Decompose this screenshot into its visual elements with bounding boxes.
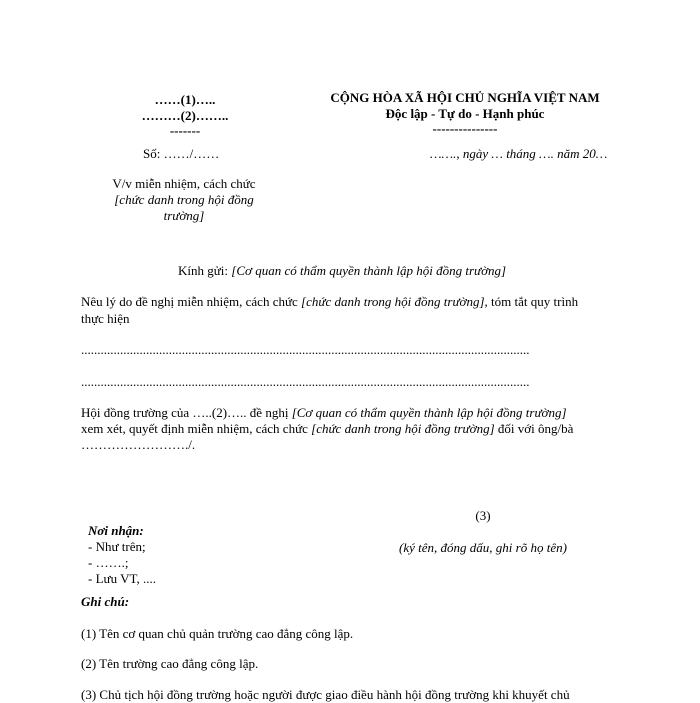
body-paragraph-1-line2: thực hiện [81, 311, 130, 326]
recipient-item: - Như trên; [88, 539, 146, 554]
notes-title: Ghi chú: [81, 594, 130, 609]
recipient-item: - …….; [88, 555, 129, 570]
p1-text-end: , tóm tắt quy trình [484, 294, 579, 309]
p2-text-2: xem xét, quyết định miễn nhiệm, cách chức [81, 421, 312, 436]
body-paragraph-2-line2 [81, 421, 573, 437]
p1-text: Nêu lý do đề nghị miễn nhiệm, cách chức [81, 294, 302, 309]
subject-prefix: V/v miễn nhiệm, cách chức [112, 176, 256, 191]
left-divider: ------- [169, 123, 201, 138]
signature-instruction: (ký tên, đóng dấu, ghi rõ họ tên) [399, 540, 567, 555]
body-paragraph-2-line3: ……………………./. [81, 437, 196, 452]
dotted-line-2: .......................................................................................................................................... [81, 374, 530, 389]
national-motto: Độc lập - Tự do - Hạnh phúc [385, 106, 545, 121]
recipient-line [178, 263, 506, 279]
right-divider: --------------- [432, 121, 498, 136]
school-name: ………(2)…….. [141, 108, 229, 123]
signature-label: (3) [475, 508, 491, 523]
note-item: (2) Tên trường cao đẳng công lập. [81, 656, 259, 671]
recipient-value: [Cơ quan có thẩm quyền thành lập hội đồng trường] [231, 263, 507, 278]
dotted-line-1: .......................................................................................................................................... [81, 342, 530, 357]
document-date: ……., ngày … tháng …. năm 20… [430, 146, 608, 161]
recipients-title: Nơi nhận: [88, 523, 144, 538]
p2-text: Hội đồng trường của …..(2)….. đề nghị [81, 405, 292, 420]
p2-italic-2: [chức danh trong hội đồng trường] [311, 421, 495, 436]
note-item: (3) Chủ tịch hội đồng trường hoặc người được giao điều hành hội đồng trường khi khuyết chủ [81, 687, 570, 702]
p2-text-3: đối với ông/bà [494, 421, 574, 436]
note-item: (1) Tên cơ quan chủ quản trường cao đẳng công lập. [81, 626, 354, 641]
p1-italic: [chức danh trong hội đồng trường] [301, 294, 485, 309]
recipient-item: - Lưu VT, .... [88, 571, 156, 586]
body-paragraph-2 [81, 405, 567, 421]
recipient-label: Kính gửi: [178, 263, 232, 278]
country-name: CỘNG HÒA XÃ HỘI CHỦ NGHĨA VIỆT NAM [330, 90, 600, 105]
subject-title-line2: trường] [163, 208, 205, 223]
p2-italic-1: [Cơ quan có thẩm quyền thành lập hội đồng trường] [291, 405, 567, 420]
body-paragraph-1 [81, 294, 578, 310]
subject-title-line1: [chức danh trong hội đồng [114, 192, 254, 207]
agency-name: ……(1)….. [154, 92, 216, 107]
document-number: Số: ……/…… [143, 146, 220, 161]
